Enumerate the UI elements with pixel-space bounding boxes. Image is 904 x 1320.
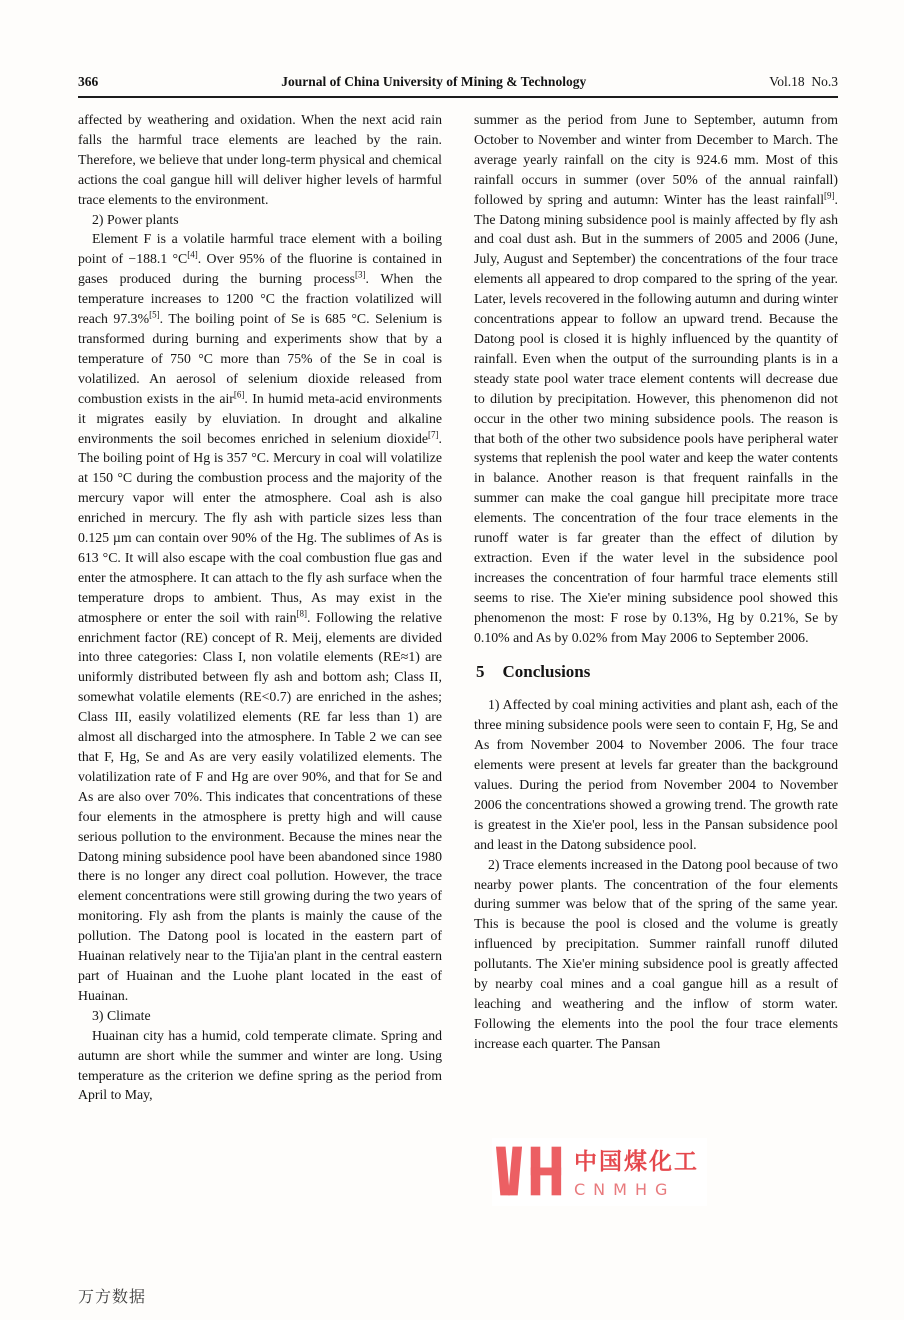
paragraph-climate: Huainan city has a humid, cold temperate climate. Spring and autumn are short while the summer and winter are long. Using temperature as the criterion we define spring as the period from April to May, xyxy=(78,1027,442,1103)
list-heading-climate: 3) Climate xyxy=(92,1007,151,1023)
section-title: Conclusions xyxy=(502,662,591,682)
paragraph-conclusion-1: 1) Affected by coal mining activities and plant ash, each of the three mining subsidence pools were seen to contain F, Hg, Se and As from November 2004 to November 2006. The four trace elements were present at levels far greater than the background values. During the period from November 2004 to November 2006 the concentrations showed a growing trend. The growth rate is greatest in the Xie'er pool, less in the Pansan subsidence pool and least in the Datong subsidence pool. xyxy=(474,697,838,852)
journal-title: Journal of China University of Mining & Technology xyxy=(281,74,587,89)
cnmhg-watermark xyxy=(492,1138,707,1206)
paragraph-power-plants: Element F is a volatile harmful trace element with a boiling point of −188.1 °C[4]. Over 95% of the fluorine is contained in gases produced during the burning process[3]. When the temperature increases to 1200 °C the fraction volatilized will reach 97.3%[5]. The boiling point of Se is 685 °C. Selenium is transformed during burning and experiments show that by a temperature of 750 °C more than 75% of the Se in coal is volatilized. An aerosol of selenium dioxide released from combustion exists in the air[6]. In humid meta-acid environments it migrates easily by eluviation. In drought and alkaline environments the soil becomes enriched in selenium dioxide[7]. The boiling point of Hg is 357 °C. Mercury in coal will volatilize at 150 °C during the combustion process and the majority of the mercury vapor will enter the atmosphere. Coal ash is also enriched in mercury. The fly ash with particle sizes less than 0.125 µm can contain over 90% of the Hg. The sublimes of As is 613 °C. It will also escape with the coal combustion flue gas and enter the atmosphere. It can attach to the fly ash surface when the temperature drops to ambient. Thus, As may exist in the atmosphere or enter the soil with rain[8]. Following the relative enrichment factor (RE) concept of R. Meij, elements are divided into three categories: Class I, non volatile elements (RE≈1) are uniformly distributed between fly ash and bottom ash; Class II, somewhat volatile elements (RE<0.7) are enriched in the ashes; Class III, easily volatilized elements (RE far less than 1) are almost all discharged into the atmosphere. In Table 2 we can see that F, Hg, Se and As are very easily volatilized elements. The volatilization rate of F and Hg are over 90%, and that for Se and As are also over 70%. This indicates that concentrations of these four elements in the atmosphere is pretty high and will cause serious pollution to the environment. Because the mines near the Datong mining subsidence pool have been abandoned since 1980 there is no longer any direct coal pollution. However, the trace element concentrations were still growing during the two years of monitoring. Fly ash from the plants is mainly the cause of the pollution. The Datong pool is located in the eastern part of Huainan relatively near to the Tijia'an plant in the central eastern part of Huainan and the Luohe plant located in the east of Huainan. xyxy=(78,231,443,1003)
section-number: 5 xyxy=(476,662,485,682)
watermark-latin-text: CNMHG xyxy=(574,1180,676,1199)
cnmhg-logo-icon xyxy=(496,1142,562,1200)
right-column xyxy=(474,110,838,1105)
list-heading-power-plants: 2) Power plants xyxy=(92,211,179,227)
article-body xyxy=(78,110,838,1105)
volume-info: Vol.18 No.3 xyxy=(769,74,838,89)
left-column xyxy=(78,110,442,1105)
watermark-chinese-text: 中国煤化工 xyxy=(574,1149,699,1175)
paragraph-continuation: summer as the period from June to September, autumn from October to November and winter from December to March. The average yearly rainfall on the city is 924.6 mm. Most of this rainfall occurs in summer (over 50% of the annual rainfall) followed by spring and autumn: Winter has the least rainfall[9]. The Datong mining subsidence pool is mainly affected by fly ash and coal dust ash. But in the summers of 2005 and 2006 (June, July, August and September) the concentrations of the four trace elements all appeared to drop compared to the spring of the year. Later, levels recovered in the following autumn and during winter concentrations appear to follow an upward trend. Because the Datong pool is closed it is highly influenced by the quantity of rainfall. Even when the output of the surrounding plants is in a steady state pool water trace element contents will decrease due to dilution by precipitation. However, this phenomenon did not occur in the other two mining subsidence pools. The reason is that both of the other two subsidence pools have peripheral water systems that replenish the pool water and keep the water contents in balance. Another reason is that frequent rainfalls in the summer can make the coal gangue hill precipitate more trace elements. The concentration of the four trace elements in the runoff water is far greater than the effect of dilution by extraction. Even if the water level in the subsidence pool increases the concentration of four harmful trace elements still seems to rise. The Xie'er mining subsidence pool showed this phenomenon the most: F rose by 0.13%, Hg by 0.21%, Se by 0.10% and As by 0.02% from May 2006 to September 2006. xyxy=(474,112,838,645)
page-header xyxy=(78,74,838,98)
paragraph-continuation: affected by weathering and oxidation. When the next acid rain falls the harmful trace elements are leached by the rain. Therefore, we believe that under long-term physical and chemical actions the coal gangue hill will deliver higher levels of harmful trace elements to the environment. xyxy=(78,112,442,207)
paragraph-conclusion-2: 2) Trace elements increased in the Datong pool because of two nearby power plants. The concentration of the four elements during summer was below that of the spring of the same year. This is because the pool is closed and the volume is greatly influenced by precipitation. Summer rainfall runoff diluted pollutants. The Xie'er mining subsidence pool is greatly affected by nearby coal mines and a coal gangue hill as a result of leaching and weathering and the inflow of storm water. Following the elements into the pool the four trace elements increase each quarter. The Pansan xyxy=(474,856,838,1051)
wanfang-data-watermark: 万方数据 xyxy=(78,1287,147,1306)
watermark-text-block xyxy=(574,1143,699,1199)
section-heading-conclusions xyxy=(476,662,838,682)
page-number: 366 xyxy=(78,74,99,89)
